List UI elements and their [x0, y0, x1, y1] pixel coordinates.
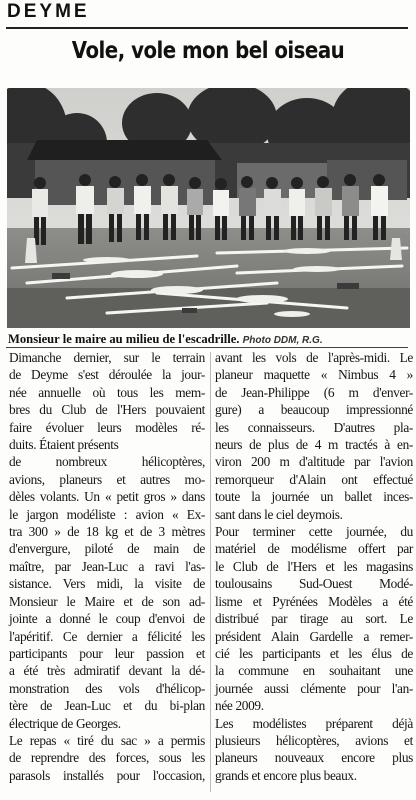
- article-line: Monsieur le Maire et de son ad-: [9, 593, 205, 609]
- caption-text: Monsieur le maire au milieu de l'escadrille.: [8, 332, 240, 346]
- article-column-right: [215, 349, 413, 784]
- article-line: parasols installés pour l'occasion,: [9, 767, 205, 783]
- article-line: planeurs nouveaux encore plus: [215, 750, 413, 766]
- article-line: née 2009.: [215, 698, 264, 714]
- article-line: distribué par tirage au sort. Le: [215, 611, 413, 627]
- article-line: tra 300 » de 18 kg et de 3 mètres: [9, 524, 205, 540]
- photo-credit: Photo DDM, R.G.: [242, 335, 323, 346]
- column-divider: [210, 352, 211, 792]
- caption-rule: [6, 347, 408, 348]
- article-line: sant dans le ciel deymois.: [215, 506, 343, 522]
- article-line: la commune en souhaitant une: [215, 663, 413, 679]
- article-line: remorqueur d'Alain ont effectué: [215, 471, 413, 487]
- article-line: viron 200 m d'altitude par l'avion: [215, 454, 413, 470]
- article-line: l'apéritif. Ce dernier a félicité les: [9, 628, 205, 644]
- article-line: faire évoluer leurs modèles ré-: [9, 419, 205, 435]
- article-line: les connaisseurs. D'autres pla-: [215, 419, 413, 435]
- article-line: journée aussi clémente pour l'an-: [215, 680, 413, 696]
- article-line: participants pour leur passion et: [9, 645, 205, 661]
- article-line: planeur maquette « Nimbus 4 »: [215, 367, 413, 383]
- article-line: de reprendre des forces, sous les: [9, 750, 205, 766]
- group-photo-image: [7, 88, 410, 328]
- article-photo: [7, 88, 410, 328]
- section-label: DEYME: [7, 1, 90, 22]
- article-line: bres du Club de l'Hers pouvaient: [9, 402, 205, 418]
- article-line: dèles volants. Un « petit gros » dans: [9, 489, 205, 505]
- article-line: le Club de l'Hers et les magasins: [215, 558, 413, 574]
- article-line: matériel de modélisme offert par: [215, 541, 413, 557]
- section-rule: [6, 27, 408, 29]
- photo-caption: [8, 332, 412, 347]
- article-line: toute la journée un ballet inces-: [215, 489, 413, 505]
- article-line: jointe a donné le coup d'envoi de: [9, 611, 205, 627]
- article-line: de nombreux hélicoptères,: [9, 454, 205, 470]
- article-line: toulousains Sud-Ouest Modé-: [215, 576, 413, 592]
- article-line: a été très admiratif devant la dé-: [9, 663, 205, 679]
- article-line: de Deyme s'est déroulée la jour-: [9, 367, 205, 383]
- article-line: d'envergure, piloté de main de: [9, 541, 205, 557]
- article-line: avant les vols de l'après-midi. Le: [215, 350, 413, 365]
- article-line: Le repas « tiré du sac » a permis: [9, 732, 205, 748]
- article-line: neurs de plus de 4 m tractés à en-: [215, 437, 413, 453]
- article-line: lisme et Pyrénées Modèles a été: [215, 593, 413, 609]
- article-line: de Jean-Philippe (6 m d'enver-: [215, 384, 413, 400]
- article-line: président Alain Gardelle a remer-: [215, 628, 413, 644]
- headline: Vole, vole mon bel oiseau: [71, 38, 345, 64]
- article-line: tère de Jean-Luc et du bi-plan: [9, 698, 205, 714]
- article-line: avions, planeurs et autres mo-: [9, 471, 205, 487]
- article-line: le jargon modéliste : avion « Ex-: [9, 506, 205, 522]
- article-line: Pour terminer cette journée, du: [215, 524, 413, 540]
- article-line: maître, par Jean-Luc a ravi l'as-: [9, 558, 205, 574]
- article-line: Dimanche dernier, sur le terrain: [9, 350, 205, 365]
- article-line: sistance. Vers midi, la visite de: [9, 576, 205, 592]
- article-line: électrique de Georges.: [9, 715, 121, 731]
- article-line: monstration des vols d'hélicop-: [9, 680, 205, 696]
- article-line: grands et encore plus beaux.: [215, 767, 357, 783]
- article-line: duits. Étaient présents: [9, 437, 119, 453]
- article-line: cié les participants et les élus de: [215, 645, 413, 661]
- article-line: plusieurs hélicoptères, avions et: [215, 732, 413, 748]
- article-line: Les modélistes préparent déjà: [215, 715, 413, 731]
- article-column-left: [9, 349, 205, 784]
- article-line: née annuelle où tous les mem-: [9, 384, 205, 400]
- article-line: gure) a beaucoup impressionné: [215, 402, 413, 418]
